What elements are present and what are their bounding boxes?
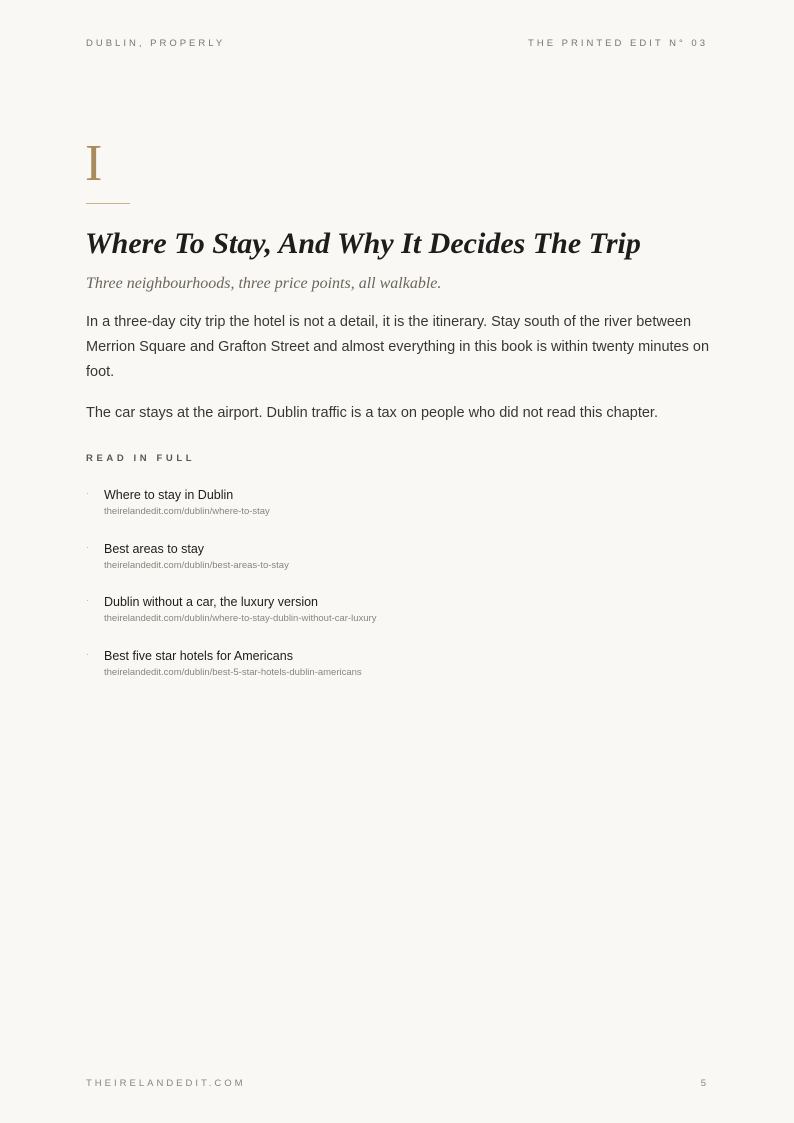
read-in-full-list <box>86 487 708 701</box>
chapter-numeral: I <box>85 135 103 192</box>
running-head-left: DUBLIN, PROPERLY <box>86 38 226 49</box>
page-number: 5 <box>700 1078 706 1089</box>
body-paragraph: The car stays at the airport. Dublin traffic is a tax on people who did not read this chapter. <box>86 405 658 421</box>
list-item[interactable] <box>86 487 708 541</box>
link-title[interactable]: Dublin without a car, the luxury version <box>104 595 318 609</box>
chapter-body <box>86 310 716 442</box>
body-paragraph: In a three-day city trip the hotel is not a detail, it is the itinerary. Stay south of the river between Merrion Square and Grafton Street and almost everything in this book is within twenty minutes on foot. <box>86 314 710 380</box>
numeral-divider <box>86 203 130 204</box>
link-url[interactable]: theirelandedit.com/dublin/where-to-stay-dublin-without-car-luxury <box>104 613 377 624</box>
chapter-dek: Three neighbourhoods, three price points, all walkable. <box>86 275 442 292</box>
list-item[interactable] <box>86 594 708 648</box>
list-item[interactable] <box>86 648 708 702</box>
chapter-title: Where To Stay, And Why It Decides The Trip <box>85 227 641 260</box>
bullet-dot-icon: · <box>86 488 90 499</box>
read-in-full-label: READ IN FULL <box>86 453 196 464</box>
link-url[interactable]: theirelandedit.com/dublin/best-5-star-hotels-dublin-americans <box>104 666 362 678</box>
link-title[interactable]: Best areas to stay <box>104 541 205 556</box>
list-item[interactable] <box>86 541 708 595</box>
link-title[interactable]: Best five star hotels for Americans <box>104 648 293 663</box>
link-title[interactable]: Where to stay in Dublin <box>104 488 234 502</box>
footer-site[interactable]: THEIRELANDEDIT.COM <box>86 1078 246 1089</box>
running-head <box>86 38 708 49</box>
bullet-dot-icon: · <box>86 595 90 606</box>
link-url[interactable]: theirelandedit.com/dublin/where-to-stay <box>104 506 270 517</box>
bullet-dot-icon: · <box>86 648 90 660</box>
bullet-dot-icon: · <box>86 541 90 553</box>
running-head-right: THE PRINTED EDIT N° 03 <box>528 38 708 49</box>
page-footer <box>86 1078 706 1089</box>
link-url[interactable]: theirelandedit.com/dublin/best-areas-to-stay <box>104 559 289 571</box>
